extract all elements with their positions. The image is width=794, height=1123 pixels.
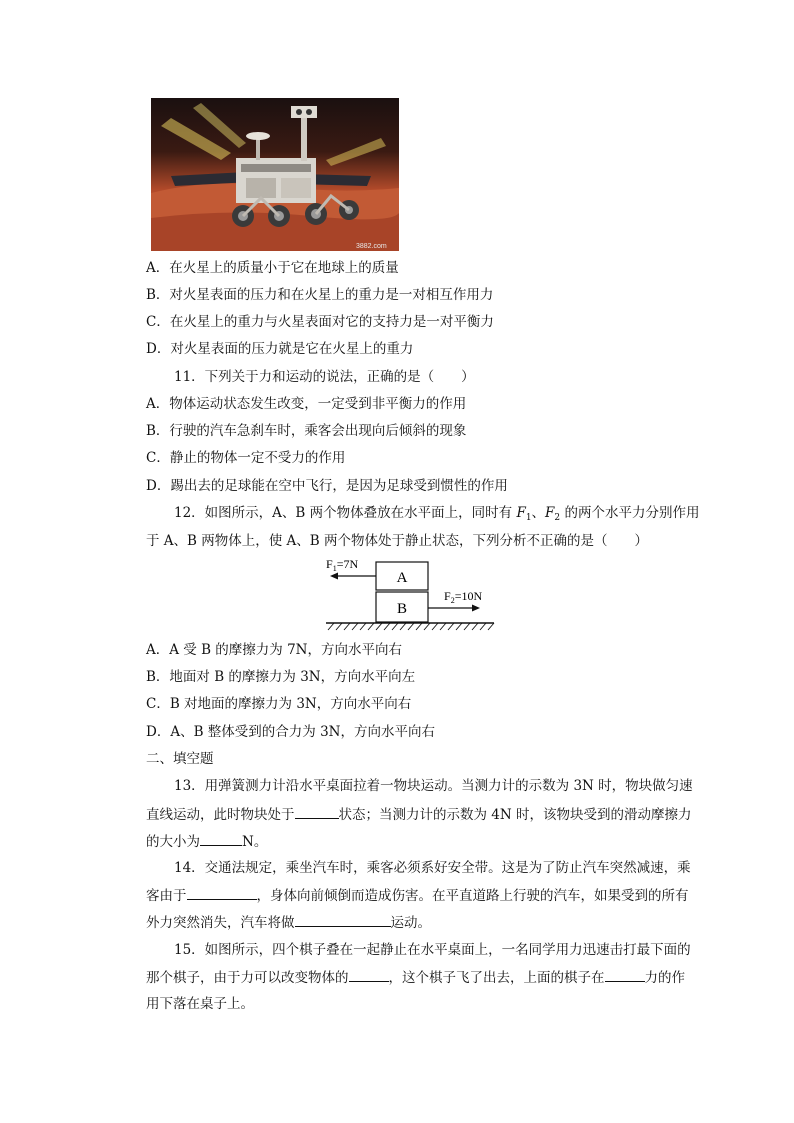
rover-image: [151, 98, 399, 251]
q15-blank-2[interactable]: [605, 967, 645, 982]
q12-stem-line1: [174, 503, 699, 528]
q13-line2: [146, 804, 691, 825]
q15-line3: 用下落在桌子上。: [146, 996, 254, 1012]
q12-option-a: A．A 受 B 的摩擦力为 7N，方向水平向右: [146, 642, 402, 658]
f1-label: $F_1=7N$: [326, 557, 359, 573]
mars-rover-photo: [151, 98, 399, 251]
watermark-text: 3882.com: [356, 243, 387, 250]
q14-line3-part2: 运动。: [390, 915, 431, 931]
q14-line3-part1: 外力突然消失，汽车将做: [146, 915, 295, 931]
ground-hatching: [328, 623, 494, 630]
q12-stem-part1: 12．如图所示，A、B 两个物体叠放在水平面上，同时有: [174, 505, 517, 521]
q12-option-c: C．B 对地面的摩擦力为 3N，方向水平向右: [146, 696, 412, 712]
q13-line2-part1: 直线运动，此时物块处于: [146, 807, 295, 823]
q14-line1: 14．交通法规定，乘坐汽车时，乘客必须系好安全带。这是为了防止汽车突然减速，乘: [174, 860, 691, 876]
q11-option-c: C．静止的物体一定不受力的作用: [146, 450, 346, 466]
f1-symbol: F: [516, 505, 526, 521]
q12-stem-part3: 的两个水平力分别作用: [560, 505, 700, 521]
q14-line2-part2: ，身体向前倾倒而造成伤害。在平直道路上行驶的汽车，如果受到的所有: [256, 888, 689, 904]
block-a-label: A: [396, 570, 408, 586]
q15-line2-part1: 那个棋子，由于力可以改变物体的: [146, 970, 349, 986]
q15-line2-part2: ，这个棋子飞了出去，上面的棋子在: [388, 970, 605, 986]
q15-line2-part3: 力的作: [644, 970, 685, 986]
q10-option-c: C．在火星上的重力与火星表面对它的支持力是一对平衡力: [146, 314, 494, 330]
q12-option-b: B．地面对 B 的摩擦力为 3N，方向水平向左: [146, 669, 416, 685]
q11-option-b: B．行驶的汽车急刹车时，乘客会出现向后倾斜的现象: [146, 423, 467, 439]
q14-blank-2[interactable]: [295, 912, 391, 927]
q14-line2-part1: 客由于: [146, 888, 187, 904]
q14-line2: [146, 885, 689, 906]
q13-line2-part2: 状态；当测力计的示数为 4N 时，该物块受到的滑动摩擦力: [338, 807, 692, 823]
q13-line1: 13．用弹簧测力计沿水平桌面拉着一物块运动。当测力计的示数为 3N 时，物块做匀速: [174, 778, 693, 794]
q15-line1: 15．如图所示，四个棋子叠在一起静止在水平桌面上，一名同学用力迅速击打最下面的: [174, 942, 691, 958]
q11-option-d: D．踢出去的足球能在空中飞行，是因为足球受到惯性的作用: [146, 478, 508, 494]
q12-stem-line2: 于 A、B 两物体上，使 A、B 两个物体处于静止状态，下列分析不正确的是（ ）: [146, 533, 649, 549]
q13-line3-part1: 的大小为: [146, 834, 200, 850]
f2-label: $F_2=10N$: [444, 589, 483, 605]
f2-subscript: 2: [554, 513, 561, 523]
section-fill-in-blank-heading: 二、填空题: [146, 751, 214, 767]
q10-option-d: D．对火星表面的压力就是它在火星上的重力: [146, 341, 414, 357]
q10-option-b: B．对火星表面的压力和在火星上的重力是一对相互作用力: [146, 287, 494, 303]
f2-arrowhead: [472, 605, 480, 612]
block-b-label: B: [396, 601, 408, 617]
f2-symbol: F: [545, 505, 555, 521]
q14-line3: [146, 912, 431, 933]
f1-subscript: 1: [525, 513, 532, 523]
q15-blank-1[interactable]: [349, 967, 389, 982]
q13-blank-1[interactable]: [295, 804, 339, 819]
f1-arrowhead: [330, 573, 338, 580]
q14-blank-1[interactable]: [187, 885, 257, 900]
q11-option-a: A．物体运动状态发生改变，一定受到非平衡力的作用: [146, 396, 467, 412]
force-diagram: [322, 556, 502, 636]
q13-blank-2[interactable]: [200, 831, 242, 846]
q13-line3: [146, 831, 267, 852]
q13-line3-part2: N。: [242, 834, 268, 850]
q15-line2: [146, 967, 685, 988]
q12-option-d: D．A、B 整体受到的合力为 3N，方向水平向右: [146, 724, 435, 740]
q11-stem: 11．下列关于力和运动的说法，正确的是（ ）: [174, 369, 475, 385]
q12-stem-sep: 、: [531, 505, 546, 521]
q10-option-a: A．在火星上的质量小于它在地球上的质量: [146, 260, 399, 276]
